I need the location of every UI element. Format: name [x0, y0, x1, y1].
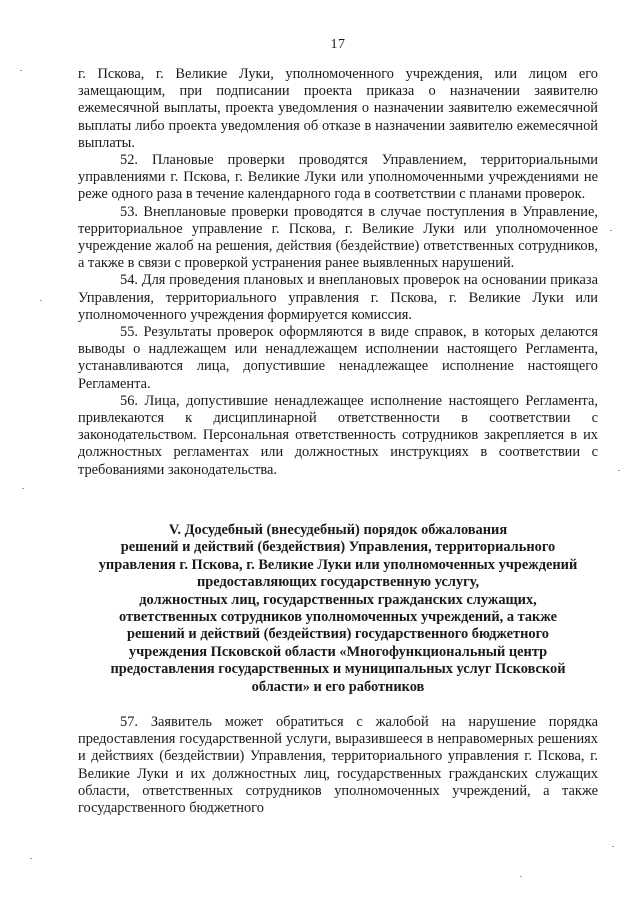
scan-speck — [618, 470, 620, 471]
body-text-bottom — [78, 714, 598, 817]
heading-line: V. Досудебный (внесудебный) порядок обжалования — [168, 522, 508, 538]
scan-speck — [612, 846, 614, 847]
paragraph-52: 52. Плановые проверки проводятся Управлением, территориальными управлениями г. Пскова, г. Великие Луки или уполномоченными учреждениями не реже одного раза в течение календарного года в соответствии с планами проверок. — [78, 152, 598, 203]
heading-line: управления г. Пскова, г. Великие Луки или уполномоченных учреждений — [98, 556, 578, 573]
heading-line: области» и его работников — [251, 678, 425, 695]
heading-line: решений и действий (бездействия) государственного бюджетного — [127, 626, 549, 643]
heading-line: должностных лиц, государственных гражданских служащих, — [139, 591, 537, 608]
heading-line: решений и действий (бездействия) Управления, территориального — [120, 539, 556, 556]
body-text-top — [78, 66, 598, 479]
paragraph-54: 54. Для проведения плановых и внеплановых проверок на основании приказа Управления, территориального управления г. Пскова, г. Великие Луки или уполномоченного учреждения формируется комиссия. — [78, 272, 598, 323]
paragraph-56: 56. Лица, допустившие ненадлежащее исполнение настоящего Регламента, привлекаются к дисциплинарной ответственности в соответствии с законодательством. Персональная ответственность сотрудников закрепляется в их должностных регламентах или должностных инструкциях в соответствии с требованиями законодательства. — [78, 392, 598, 478]
section-heading — [78, 522, 598, 696]
scan-speck — [30, 858, 32, 859]
heading-line: предоставляющих государственную услугу, — [196, 574, 480, 591]
heading-line: предоставления государственных и муниципальных услуг Псковской — [110, 661, 566, 678]
paragraph-continuation: г. Пскова, г. Великие Луки, уполномоченного учреждения, или лицом его замещающим, при подписании проекта приказа о назначении заявителю ежемесячной выплаты, проекта уведомления о назначении заявителю ежемесячной выплаты либо проекта уведомления об отказе в назначении заявителю ежемесячной выплаты. — [78, 66, 598, 151]
paragraph-53: 53. Внеплановые проверки проводятся в случае поступления в Управление, территориальное управление г. Пскова, г. Великие Луки или уполномоченное учреждение жалоб на решения, действия (бездействие) ответственных сотрудников, а также в связи с проверкой устранения ранее выявленных нарушений. — [78, 203, 598, 272]
heading-line: ответственных сотрудников уполномоченных учреждений, а также — [119, 609, 557, 626]
scan-speck — [20, 70, 22, 71]
scan-speck — [520, 876, 522, 877]
heading-line: учреждения Псковской области «Многофункциональный центр — [128, 643, 548, 660]
scan-speck — [22, 488, 24, 489]
scan-speck — [610, 230, 612, 231]
scan-speck — [40, 300, 42, 301]
paragraph-55: 55. Результаты проверок оформляются в виде справок, в которых делаются выводы о надлежащем или ненадлежащем исполнении настоящего Регламента, устанавливаются лица, допустившие ненадлежащее исполнение настоящего Регламента. — [78, 324, 598, 392]
document-page — [78, 0, 598, 905]
paragraph-57: 57. Заявитель может обратиться с жалобой на нарушение порядка предоставления государственной услуги, выразившееся в неправомерных решениях и действиях (бездействии) Управления, территориального управления г. Пскова, г. Великие Луки и их должностных лиц, государственных гражданских служащих области, ответственных сотрудников уполномоченных учреждений, а также государственного бюджетного — [78, 714, 598, 817]
page-number: 17 — [330, 37, 346, 52]
